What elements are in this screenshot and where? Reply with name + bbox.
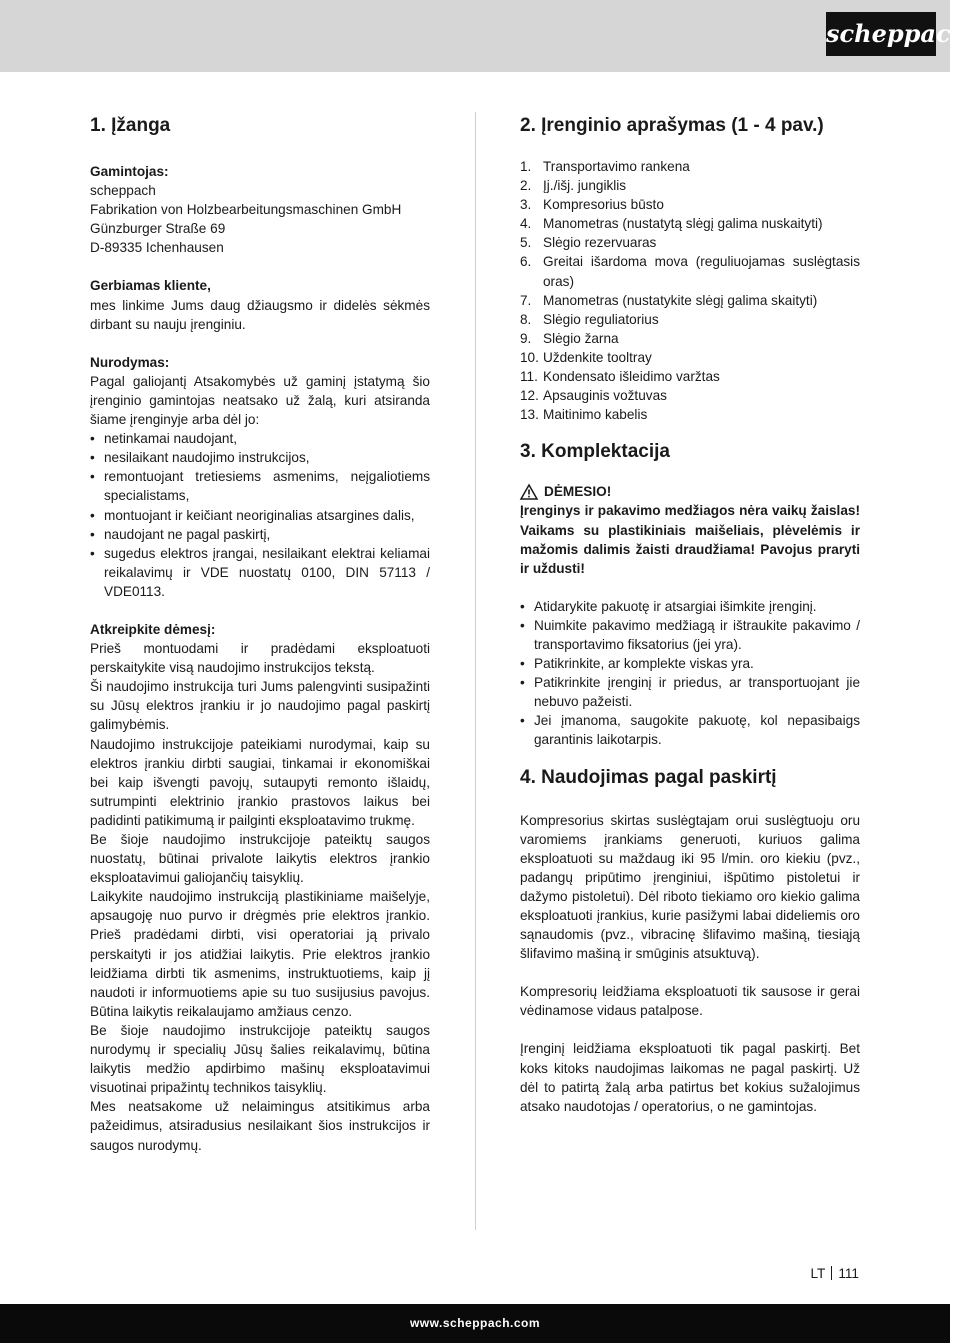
- manufacturer-label: Gamintojas:: [90, 164, 169, 179]
- attention-paragraph: Naudojimo instrukcijoje pateikiami nurodymai, kaip su elektros įrankiu dirbti saugiai, tinkamai ir ekonomiškai bei kaip išvengti pavojų, sutaupyti remonto išlaidų, sutrumpinti elektrinio įrankio prastovos laikus bei padidinti patikimumą ir pailginti eksploatavimo trukmę.: [90, 736, 430, 828]
- greeting-text: mes linkime Jums daug džiaugsmo ir didelės sėkmės dirbant su nauju įrenginiu.: [90, 297, 430, 332]
- section-3-heading: 3. Komplektacija: [520, 441, 670, 463]
- intended-use-paragraph: Kompresorių leidžiama eksploatuoti tik sausose ir gerai vėdinamose vidaus patalpose.: [520, 984, 860, 1019]
- page-number: [810, 1266, 859, 1281]
- list-item: • sugedus elektros įrangai, nesilaikant elektrai keliamai reikalavimų ir VDE nuostatų 0100, DIN 57113 / VDE0113.: [90, 544, 430, 601]
- unpacking-list: [520, 597, 860, 750]
- intended-use-paragraph: Įrenginį leidžiama eksploatuoti tik pagal paskirtį. Bet koks kitoks naudojimas laikomas ne pagal paskirtį. Už dėl to patirtą žalą arba patirtus bet kokius sužalojimus atsako naudotojas / operatorius, o ne gamintojas.: [520, 1041, 860, 1114]
- list-item: • netinkamai naudojant,: [90, 429, 430, 448]
- attention-label: Atkreipkite dėmesį:: [90, 621, 216, 637]
- list-item: 3. Kompresorius būsto: [520, 197, 664, 213]
- list-item: 12. Apsauginis vožtuvas: [520, 388, 667, 404]
- list-item: • montuojant ir keičiant neoriginalias atsargines dalis,: [90, 506, 430, 525]
- list-item: • Patikrinkite, ar komplekte viskas yra.: [520, 654, 860, 673]
- list-item: 8. Slėgio reguliatorius: [520, 311, 659, 327]
- list-item: 7. Manometras (nustatykite slėgį galima skaityti): [520, 292, 818, 308]
- list-item: 6. Greitai išardoma mova (reguliuojamas suslėgtasis oras): [520, 254, 860, 289]
- header-bar: [0, 0, 950, 72]
- list-item: • remontuojant tretiesiems asmenims, neįgaliotiems specialistams,: [90, 467, 430, 505]
- warning-icon: [520, 484, 538, 500]
- right-column: [520, 112, 860, 1116]
- list-item: • Patikrinkite įrenginį ir priedus, ar transportuojant jie nebuvo pažeisti.: [520, 673, 860, 711]
- warning-label: DĖMESIO!: [544, 484, 612, 500]
- liability-list: [90, 429, 430, 601]
- page-number-value: 111: [838, 1266, 859, 1281]
- manufacturer-line: D-89335 Ichenhausen: [90, 240, 224, 256]
- section-1-heading: 1. Įžanga: [90, 115, 171, 136]
- column-divider: [475, 112, 476, 1230]
- list-item: 11. Kondensato išleidimo varžtas: [520, 369, 720, 385]
- footer-url-link[interactable]: www.scheppach.com: [409, 1316, 541, 1330]
- attention-block: [90, 620, 430, 1155]
- note-text: Pagal galiojantį Atsakomybės už gaminį įstatymą šio įrenginio gamintojas neatsako už žalą, kuri atsiranda šiame įrenginyje arba dėl jo:: [90, 373, 430, 428]
- greeting-block: [90, 276, 430, 333]
- list-item: • Nuimkite pakavimo medžiagą ir ištraukite pakavimo / transportavimo fiksatorius (jei yra).: [520, 616, 860, 654]
- note-label: Nurodymas:: [90, 354, 170, 370]
- attention-paragraph: Be šioje naudojimo instrukcijoje pateiktų saugos nuostatų, būtinai privalote laikytis elektros įrankio eksploatavimui galiojančių taisyklių.: [90, 832, 430, 886]
- attention-paragraph: Prieš montuodami ir pradėdami eksploatuoti perskaitykite visą naudojimo instrukcijos tekstą.: [90, 641, 430, 676]
- list-item: 4. Manometras (nustatytą slėgį galima nuskaityti): [520, 216, 823, 232]
- list-item: 10. Uždenkite tooltray: [520, 349, 652, 365]
- left-column: [90, 112, 430, 1155]
- note-block: [90, 353, 430, 601]
- attention-paragraph: Ši naudojimo instrukcija turi Jums palengvinti susipažinti su Jūsų elektros įrankiu ir jo naudojimo pagal paskirtį galimybėmis.: [90, 679, 430, 733]
- section-2-heading: 2. Įrenginio aprašymas (1 - 4 pav.): [520, 115, 824, 136]
- brand-logo: scheppach: [826, 12, 936, 56]
- list-item: • Atidarykite pakuotę ir atsargiai išimkite įrenginį.: [520, 597, 860, 616]
- warning-text: Įrenginys ir pakavimo medžiagos nėra vaikų žaislas! Vaikams su plastikiniais maišeliais, plėvelėmis ir mažomis dalimis žaisti draudžiama! Pavojus praryti ir uždusti!: [520, 503, 860, 576]
- parts-list: [520, 157, 860, 424]
- list-item: 2. Įj./išj. jungiklis: [520, 178, 627, 194]
- warning-heading: [520, 482, 860, 501]
- list-item: 9. Slėgio žarna: [520, 330, 619, 346]
- list-item: • nesilaikant naudojimo instrukcijos,: [90, 448, 430, 467]
- list-item: • naudojant ne pagal paskirtį,: [90, 525, 430, 544]
- attention-paragraph: Laikykite naudojimo instrukciją plastikiniame maišelyje, apsaugoję nuo purvo ir drėgmės prie elektros įrankio. Prieš pradėdami dirbti, visi operatoriai ją privalo perskaityti ir jos atidžiai laikytis. Prie elektros įrankio leidžiama dirbti tik asmenims, instruktuotiems, kaip jį naudoti ir informuotiems apie su tuo susijusius pavojus. Būtina laikytis reikalaujamo amžiaus cenzo.: [90, 889, 430, 1019]
- language-code: LT: [810, 1266, 826, 1281]
- list-item: • Jei įmanoma, saugokite pakuotę, kol nepasibaigs garantinis laikotarpis.: [520, 711, 860, 749]
- list-item: 5. Slėgio rezervuaras: [520, 235, 657, 251]
- manufacturer-line: Fabrikation von Holzbearbeitungsmaschinen GmbH: [90, 202, 402, 218]
- attention-paragraph: Be šioje naudojimo instrukcijoje pateiktų saugos nurodymų ir specialių Jūsų šalies reikalavimų, būtina laikytis medžio apdirbimo mašinų eksploatavimui visuotinai pripažintų technikos taisyklių.: [90, 1022, 430, 1096]
- manufacturer-line: Günzburger Straße 69: [90, 221, 226, 237]
- page-number-separator: [831, 1266, 832, 1280]
- section-4-heading: 4. Naudojimas pagal paskirtį: [520, 766, 777, 788]
- greeting-label: Gerbiamas kliente,: [90, 278, 211, 294]
- intended-use-paragraph: Kompresorius skirtas suslėgtajam orui suslėgtuoju oru varomiems įrankiams generuoti, kuriuos galima eksploatuoti su maždaug iki 95 l/min. oro kiekiu (pvz., padangų pripūtimo įrenginiui, išpūtimo pistoletui ir dažymo pistoletui). Dėl riboto tiekiamo oro kiekio galima eksploatuoti įrankius, kurie pasižymi labai dideliemis oro sąnaudomis (pvz., vibracinę šlifavimo mašiną, tiesiąją šlifavimo mašiną ir smūginis atsuktuvą).: [520, 812, 860, 962]
- list-item: 13. Maitinimo kabelis: [520, 407, 648, 423]
- list-item: 1. Transportavimo rankena: [520, 159, 690, 174]
- attention-paragraph: Mes neatsakome už nelaimingus atsitikimus arba pažeidimus, atsiradusius nesilaikant šios instrukcijos ir saugos nurodymų.: [90, 1099, 430, 1153]
- manufacturer-line: scheppach: [90, 183, 156, 199]
- manufacturer-block: [90, 162, 430, 257]
